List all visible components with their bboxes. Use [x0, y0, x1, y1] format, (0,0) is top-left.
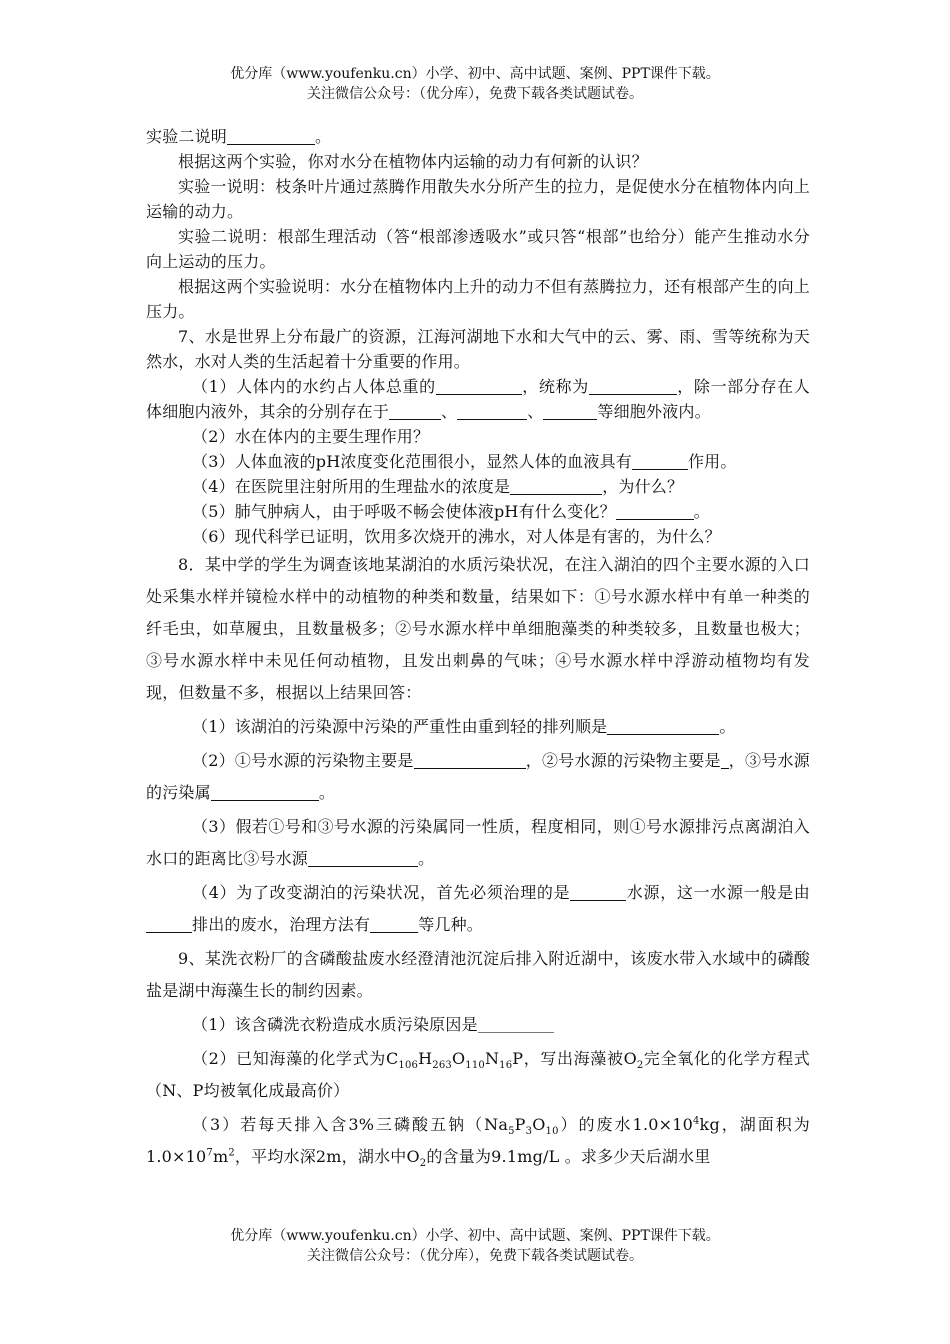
q9-part2: （2）已知海藻的化学式为$C_{106}H_{263}O_{110}N_{16}P$，写出海藻被$O_2$完全氧化的化学方程式（N、P均被氧化成最高价）	[146, 1049, 810, 1100]
answer-blank[interactable]	[721, 752, 729, 769]
q9-intro: 9、某洗衣粉厂的含磷酸盐废水经澄清池沉淀后排入附近湖中，该废水带入水域中的磷酸盐是湖中海藻生长的制约因素。	[146, 949, 810, 1000]
answer-exp1: 实验一说明：枝条叶片通过蒸腾作用散失水分所产生的拉力，是促使水分在植物体内向上运输的动力。	[146, 177, 810, 221]
header-line-2: 关注微信公众号：（优分库），免费下载各类试题试卷。	[307, 86, 643, 102]
page-header	[0, 64, 950, 104]
exp2-fill: 实验二说明 。	[146, 127, 332, 146]
answer-blank[interactable]	[570, 884, 626, 901]
q8-part4: （4）为了改变湖泊的污染状况，首先必须治理的是 水源，这一水源一般是由排出的废水，治理方法有 等几种。	[146, 877, 810, 941]
answer-blank[interactable]	[414, 752, 526, 769]
answer-both: 根据这两个实验说明：水分在植物体内上升的动力不但有蒸腾拉力，还有根部产生的向上压力。	[146, 277, 810, 321]
q7-part6: （6）现代科学已证明，饮用多次烧开的沸水，对人体是有害的，为什么？	[192, 527, 721, 546]
footer-line-2: 关注微信公众号：（优分库），免费下载各类试题试卷。	[307, 1248, 643, 1264]
answer-blank[interactable]	[146, 916, 192, 933]
answer-blank[interactable]	[616, 503, 694, 520]
q8-part2: （2）①号水源的污染物主要是 ，②号水源的污染物主要是 ，③号水源的污染属 。	[146, 751, 810, 802]
answer-blank[interactable]	[211, 784, 319, 801]
q8-intro: 8．某中学的学生为调查该地某湖泊的水质污染状况，在注入湖泊的四个主要水源的入口处采集水样并镜检水样中的动植物的种类和数量，结果如下：①号水源水样中有单一种类的纤毛虫，如草履虫，且数量极多；②号水源水样中单细胞藻类的种类较多，且数量也极大；③号水源水样中未见任何动植物，且发出刺鼻的气味；④号水源水样中浮游动植物均有发现，但数量不多，根据以上结果回答：	[146, 555, 810, 702]
answer-blank[interactable]	[227, 128, 315, 145]
q7-intro: 7、水是世界上分布最广的资源，江海河湖地下水和大气中的云、雾、雨、雪等统称为天然水，水对人类的生活起着十分重要的作用。	[146, 327, 810, 371]
q7-part5: （5）肺气肿病人，由于呼吸不畅会使体液pH有什么变化？ 。	[192, 502, 710, 521]
page-footer	[0, 1226, 950, 1266]
q7-part3: （3）人体血液的pH浓度变化范围很小，显然人体的血液具有 作用。	[192, 452, 737, 471]
footer-line-1: 优分库（www.youfenku.cn）小学、初中、高中试题、案例、PPT课件下载。	[230, 1228, 720, 1244]
answer-blank[interactable]	[389, 403, 441, 420]
answer-blank[interactable]	[510, 478, 602, 495]
answer-blank[interactable]	[457, 403, 527, 420]
answer-exp2: 实验二说明：根部生理活动（答“根部渗透吸水”或只答“根部”也给分）能产生推动水分向上运动的压力。	[146, 227, 810, 271]
document-body	[146, 124, 810, 1173]
q8-part3: （3）假若①号和③号水源的污染属同一性质，程度相同，则①号水源排污点离湖泊入水口的距离比③号水源 。	[146, 817, 810, 868]
question-insight: 根据这两个实验，你对水分在植物体内运输的动力有何新的认识？	[178, 152, 648, 171]
q9-part3: （3）若每天排入含3%三磷酸五钠$(Na_5P_3O_{10})$的废水$1.0\times 10^4kg$，湖面积为$1.0\times 10^7m^2$，平均水深2m，湖水中$O_2$的含量为9.1mg/L 。求多少天后湖水里	[146, 1115, 811, 1170]
answer-blank[interactable]	[478, 1016, 554, 1033]
answer-blank[interactable]	[543, 403, 597, 420]
algae-formula: $C_{106}H_{263}O_{110}N_{16}P$	[385, 1049, 524, 1072]
q9-part1: （1）该含磷洗衣粉造成水质污染原因是	[146, 1009, 810, 1041]
answer-blank[interactable]	[607, 718, 719, 735]
answer-blank[interactable]	[632, 453, 688, 470]
header-line-1: 优分库（www.youfenku.cn）小学、初中、高中试题、案例、PPT课件下载。	[230, 66, 720, 82]
q8-part1: （1）该湖泊的污染源中污染的严重性由重到轻的排列顺是 。	[192, 717, 736, 736]
answer-blank[interactable]	[436, 378, 522, 395]
q7-part2: （2）水在体内的主要生理作用？	[192, 427, 430, 446]
answer-blank[interactable]	[308, 850, 418, 867]
answer-blank[interactable]	[589, 378, 677, 395]
q7-part4: （4）在医院里注射所用的生理盐水的浓度是 ，为什么？	[192, 477, 684, 496]
answer-blank[interactable]	[370, 916, 418, 933]
q7-part1: （1）人体内的水约占人体总重的 ，统称为 ，除一部分存在人体细胞内液外，其余的分别存在于 、 、 等细胞外液内。	[146, 377, 810, 421]
